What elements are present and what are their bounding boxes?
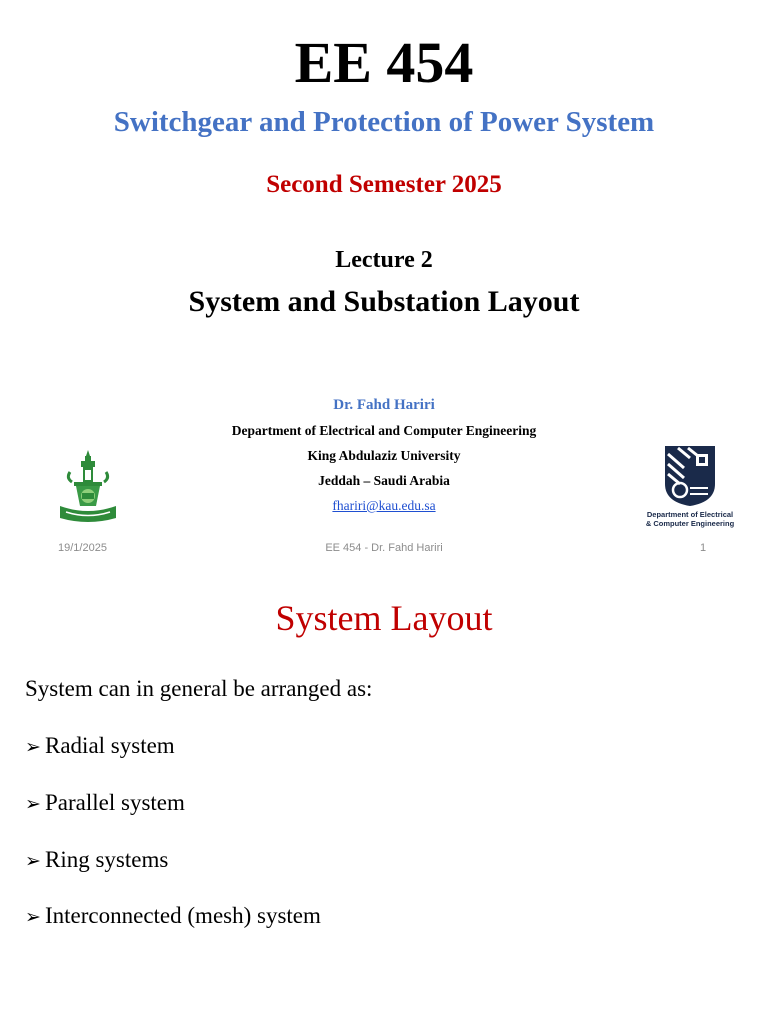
list-item bbox=[25, 845, 168, 876]
kau-logo-icon bbox=[52, 446, 124, 528]
list-item-text: Radial system bbox=[45, 733, 175, 758]
list-item-text: Parallel system bbox=[45, 790, 185, 815]
course-code: EE 454 bbox=[294, 30, 474, 95]
footer-center: EE 454 - Dr. Fahd Hariri bbox=[325, 542, 443, 554]
lecture-number: Lecture 2 bbox=[335, 247, 433, 273]
lecture-topic: System and Substation Layout bbox=[188, 285, 580, 318]
department-logo-text-2: & Computer Engineering bbox=[645, 519, 735, 528]
semester: Second Semester 2025 bbox=[266, 171, 502, 198]
location: Jeddah – Saudi Arabia bbox=[318, 473, 450, 488]
content-slide bbox=[0, 566, 768, 1024]
list-item bbox=[25, 788, 185, 819]
list-item-text: Interconnected (mesh) system bbox=[45, 903, 321, 928]
list-item bbox=[25, 901, 321, 932]
department-name: Department of Electrical and Computer Engineering bbox=[231, 423, 537, 438]
department-logo bbox=[634, 444, 746, 534]
page-number: 1 bbox=[700, 542, 707, 554]
department-logo-text-1: Department of Electrical bbox=[646, 510, 734, 519]
list-item-text: Ring systems bbox=[45, 847, 169, 872]
arrow-bullet-icon: ➢ bbox=[25, 850, 41, 872]
course-title: Switchgear and Protection of Power System bbox=[113, 106, 655, 138]
arrow-bullet-icon: ➢ bbox=[25, 736, 41, 758]
university-name: King Abdulaziz University bbox=[307, 448, 461, 463]
department-shield-icon bbox=[634, 444, 746, 508]
list-item bbox=[25, 731, 175, 762]
author-name: Dr. Fahd Hariri bbox=[333, 397, 435, 413]
email-text[interactable]: fhariri@kau.edu.sa bbox=[332, 498, 436, 513]
footer-date: 19/1/2025 bbox=[58, 542, 107, 554]
arrow-bullet-icon: ➢ bbox=[25, 906, 41, 928]
arrow-bullet-icon: ➢ bbox=[25, 793, 41, 815]
slide-title: System Layout bbox=[275, 598, 493, 638]
kau-logo bbox=[52, 446, 124, 528]
intro-text: System can in general be arranged as: bbox=[25, 676, 373, 701]
